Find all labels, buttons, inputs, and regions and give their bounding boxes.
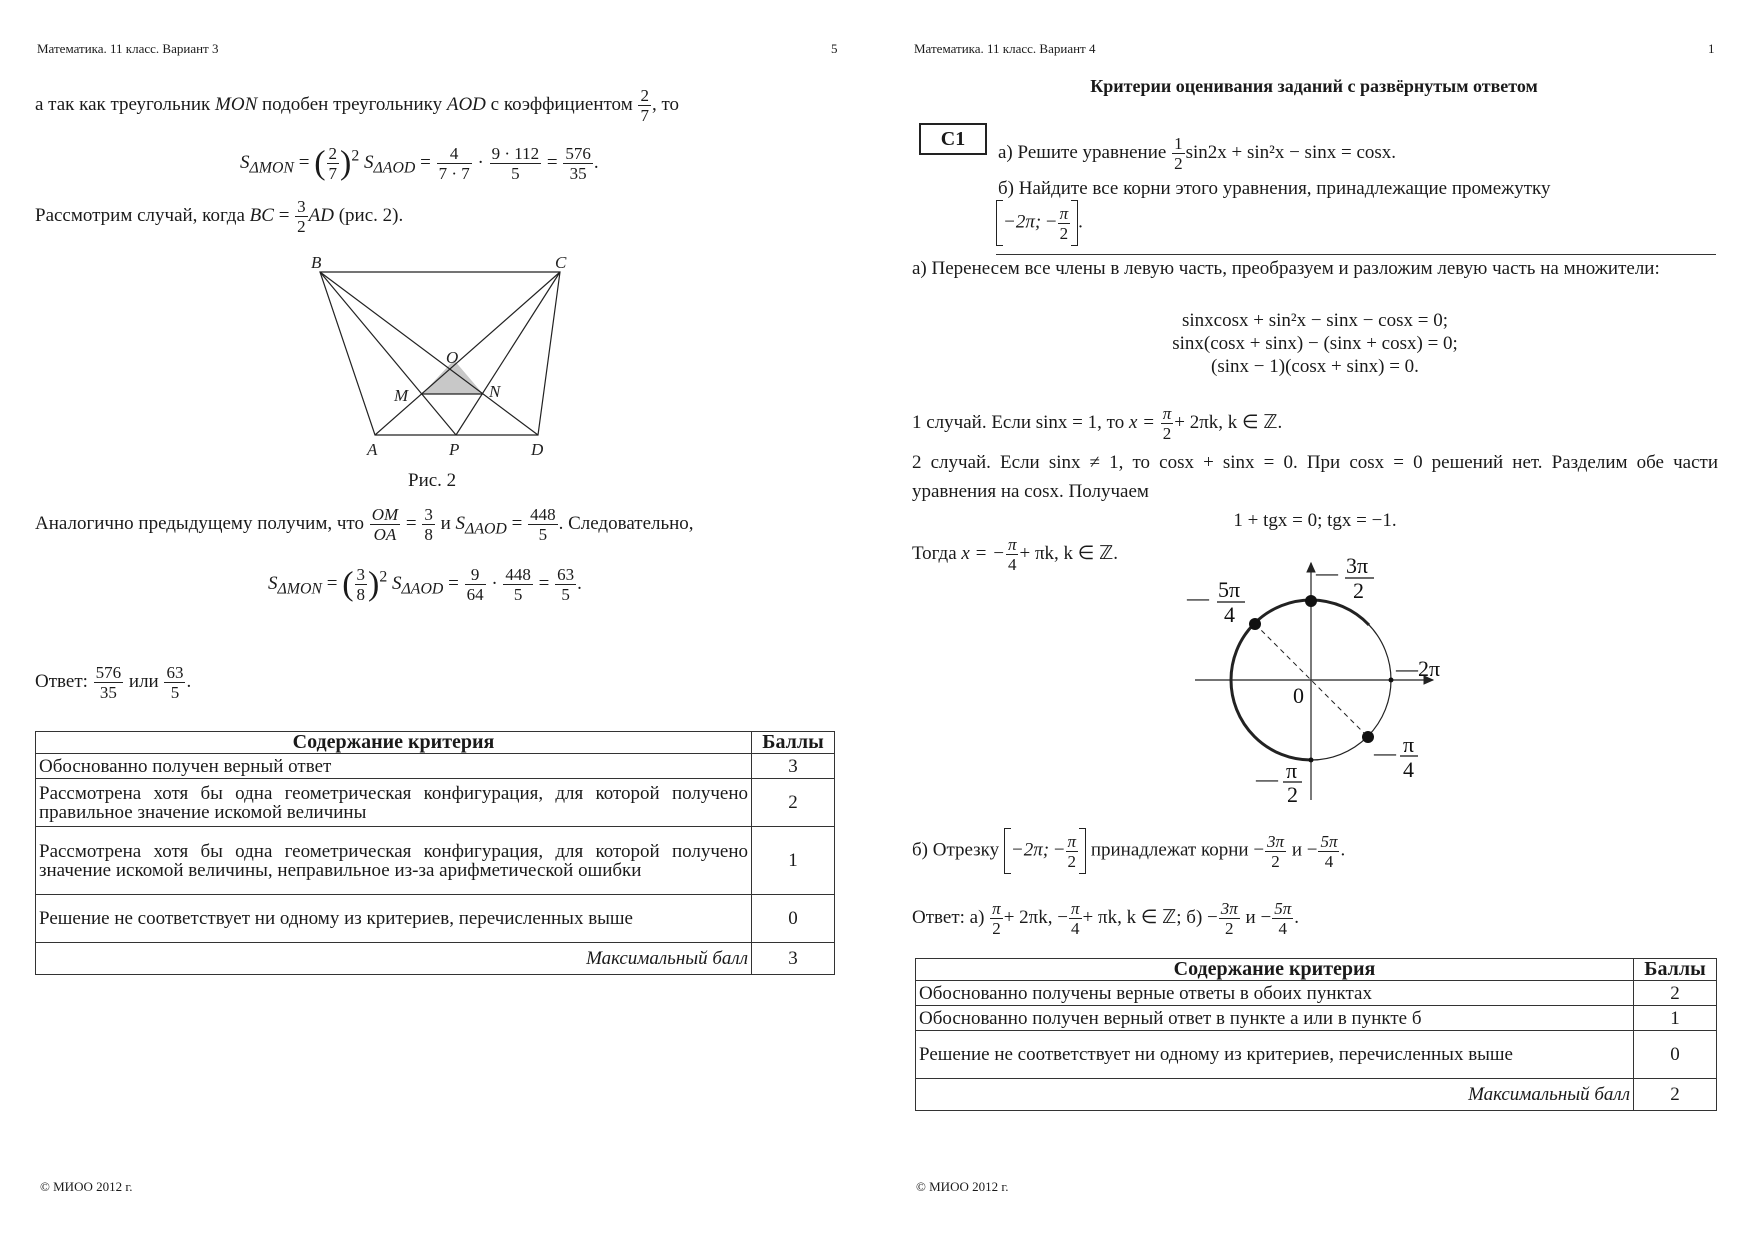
- part-b-solution: б) Отрезку −2π; − $\frac{\pi}{2}$ принадлежат корни − $\frac{3\pi}{2}$ и − $\frac{5\pi}{4}$ .: [912, 828, 1345, 874]
- solution-eq-4: 1 + tgx = 0; tgx = −1.: [1233, 510, 1397, 531]
- label-a: A: [367, 440, 378, 459]
- left-criteria-table: [35, 731, 835, 975]
- left-line-analog: Аналогично предыдущему получим, что $\frac{OM}{OA}$ = $\frac{3}{8}$ и $S_{\Delta AOD}$ = $\frac{448}{5}$ . Следовательно,: [35, 505, 694, 544]
- max-score-label: Максимальный балл: [36, 943, 752, 975]
- max-score-label: Максимальный балл: [916, 1079, 1634, 1111]
- table-row: [916, 1031, 1717, 1079]
- unit-circle-diagram: [1180, 555, 1460, 805]
- label-m: M: [394, 386, 409, 405]
- label-o: O: [446, 348, 459, 367]
- label-minus-pi-4: —: [1374, 740, 1396, 765]
- svg-text:2: 2: [1287, 782, 1298, 805]
- solution-case-1: 1 случай. Если sinx = 1, то x = $\frac{\pi}{2}$ + 2πk, k ∈ ℤ.: [912, 404, 1283, 443]
- left-formula-1: $S_{\Delta MON}$ = ( $\frac{2}{7}$ )$^2$ $S_{\Delta AOD}$ = $\frac{4}{7 \cdot 7}$ · $\frac{9 \cdot 112}{5}$ = $\frac{576}{35}$ .: [240, 144, 599, 183]
- criterion-points: 2: [752, 779, 835, 827]
- highlighted-arc-right: [1311, 600, 1369, 625]
- label-c: C: [555, 253, 567, 272]
- table-max-row: [916, 1079, 1717, 1111]
- task-part-a: а) Решите уравнение $\frac{1}{2}$ sin2x + sin²x − sinx = cosx.: [998, 134, 1397, 173]
- header-points: Баллы: [752, 732, 835, 754]
- label-zero: 0: [1293, 683, 1304, 708]
- right-header-title: Математика. 11 класс. Вариант 4: [914, 41, 1096, 56]
- task-id-badge: C1: [919, 123, 987, 155]
- right-page-number: 1: [1708, 41, 1715, 56]
- svg-text:4: 4: [1403, 757, 1414, 782]
- criterion-text: Рассмотрена хотя бы одна геометрическая конфигурация, для которой получено значение искомой величины, неправильное из-за арифметической ошибки: [36, 827, 752, 895]
- solution-eq-3: (sinx − 1)(cosx + sinx) = 0.: [1211, 356, 1419, 377]
- criterion-points: 1: [1634, 1006, 1717, 1031]
- diagonal-bd: [320, 272, 538, 435]
- trapezoid-outline: [320, 272, 560, 435]
- label-minus-2pi: —: [1396, 656, 1418, 681]
- max-score-points: 3: [752, 943, 835, 975]
- table-max-row: [36, 943, 835, 975]
- task-part-b-interval: −2π; − $\frac{\pi}{2}$ .: [996, 200, 1083, 246]
- criterion-points: 2: [1634, 981, 1717, 1006]
- segment-bp: [320, 272, 459, 435]
- task-divider: [996, 254, 1716, 255]
- left-formula-2: $S_{\Delta MON}$ = ( $\frac{3}{8}$ )$^2$ $S_{\Delta AOD}$ = $\frac{9}{64}$ · $\frac{448}{5}$ = $\frac{63}{5}$ .: [268, 565, 582, 604]
- solution-then: Тогда x = − $\frac{\pi}{4}$ + πk, k ∈ ℤ.: [912, 535, 1118, 574]
- criterion-text: Обоснованно получен верный ответ: [36, 754, 752, 779]
- svg-text:3π: 3π: [1346, 555, 1369, 578]
- right-footer: © МИОО 2012 г.: [916, 1179, 1009, 1194]
- table-row: [36, 779, 835, 827]
- max-score-points: 2: [1634, 1079, 1717, 1111]
- header-points: Баллы: [1634, 959, 1717, 981]
- label-p: P: [449, 440, 460, 459]
- table-row: [916, 1006, 1717, 1031]
- left-line-case: Рассмотрим случай, когда BC = $\frac{3}{2}$ AD (рис. 2).: [35, 197, 404, 236]
- label-d: D: [531, 440, 544, 459]
- right-criteria-table: [915, 958, 1717, 1111]
- point-minus-2pi: [1389, 678, 1394, 683]
- criterion-text: Решение не соответствует ни одному из критериев, перечисленных выше: [36, 895, 752, 943]
- header-criterion: Содержание критерия: [916, 959, 1634, 981]
- left-line-similarity: а так как треугольник MON подобен треугольнику AOD с коэффициентом $\frac{2}{7}$ , то: [35, 86, 680, 125]
- table-row: [36, 827, 835, 895]
- label-b: B: [311, 253, 322, 272]
- svg-text:2: 2: [1353, 578, 1364, 603]
- svg-text:π: π: [1286, 758, 1298, 783]
- point-minus-pi-2: [1309, 758, 1314, 763]
- criterion-text: Обоснованно получены верные ответы в обоих пунктах: [916, 981, 1634, 1006]
- header-criterion: Содержание критерия: [36, 732, 752, 754]
- criterion-points: 1: [752, 827, 835, 895]
- table-row: [36, 754, 835, 779]
- segment-cp: [456, 272, 560, 435]
- table-row: [36, 895, 835, 943]
- svg-text:5π: 5π: [1218, 577, 1241, 602]
- point-minus-3pi-2: [1305, 595, 1317, 607]
- svg-text:2π: 2π: [1418, 656, 1441, 681]
- point-minus-pi-4: [1362, 731, 1374, 743]
- label-minus-pi-2: —: [1256, 766, 1278, 791]
- task-part-b: б) Найдите все корни этого уравнения, принадлежащие промежутку: [998, 178, 1551, 199]
- criterion-text: Обоснованно получен верный ответ в пункте а или в пункте б: [916, 1006, 1634, 1031]
- left-footer: © МИОО 2012 г.: [40, 1179, 133, 1194]
- label-n: N: [489, 382, 501, 401]
- solution-eq-2: sinx(cosx + sinx) − (sinx + cosx) = 0;: [1172, 333, 1458, 354]
- solution-intro: а) Перенесем все члены в левую часть, преобразуем и разложим левую часть на множители:: [912, 258, 1660, 279]
- trapezoid-figure: [300, 250, 580, 460]
- label-minus-3pi-2: —: [1316, 560, 1338, 585]
- table-header-row: [36, 732, 835, 754]
- label-minus-5pi-4: —: [1187, 585, 1209, 610]
- section-heading: Критерии оценивания заданий с развёрнутым ответом: [1090, 76, 1538, 96]
- criterion-points: 0: [752, 895, 835, 943]
- criterion-text: Решение не соответствует ни одному из критериев, перечисленных выше: [916, 1031, 1634, 1079]
- criterion-points: 3: [752, 754, 835, 779]
- svg-text:π: π: [1403, 732, 1415, 757]
- criterion-text: Рассмотрена хотя бы одна геометрическая конфигурация, для которой получено правильное значение искомой величины: [36, 779, 752, 827]
- diagonal-ca: [375, 272, 560, 435]
- left-answer: Ответ: $\frac{576}{35}$ или $\frac{63}{5}$ .: [35, 663, 192, 702]
- right-answer: Ответ: а) $\frac{\pi}{2}$ + 2πk, − $\frac{\pi}{4}$ + πk, k ∈ ℤ; б) − $\frac{3\pi}{2}$ и − $\frac{5\pi}{4}$ .: [912, 899, 1299, 938]
- table-row: [916, 981, 1717, 1006]
- solution-case-2: 2 случай. Если sinx ≠ 1, то cosx + sinx = 0. При cosx = 0 решений нет. Разделим обе части уравнения на cosx. Получаем: [912, 452, 1718, 502]
- svg-text:4: 4: [1224, 602, 1235, 627]
- solution-eq-1: sinxcosx + sin²x − sinx − cosx = 0;: [1181, 310, 1448, 331]
- figure-caption: Рис. 2: [408, 470, 457, 491]
- left-page-number: 5: [831, 41, 838, 56]
- point-minus-5pi-4: [1249, 618, 1261, 630]
- table-header-row: [916, 959, 1717, 981]
- left-header-title: Математика. 11 класс. Вариант 3: [37, 41, 219, 56]
- criterion-points: 0: [1634, 1031, 1717, 1079]
